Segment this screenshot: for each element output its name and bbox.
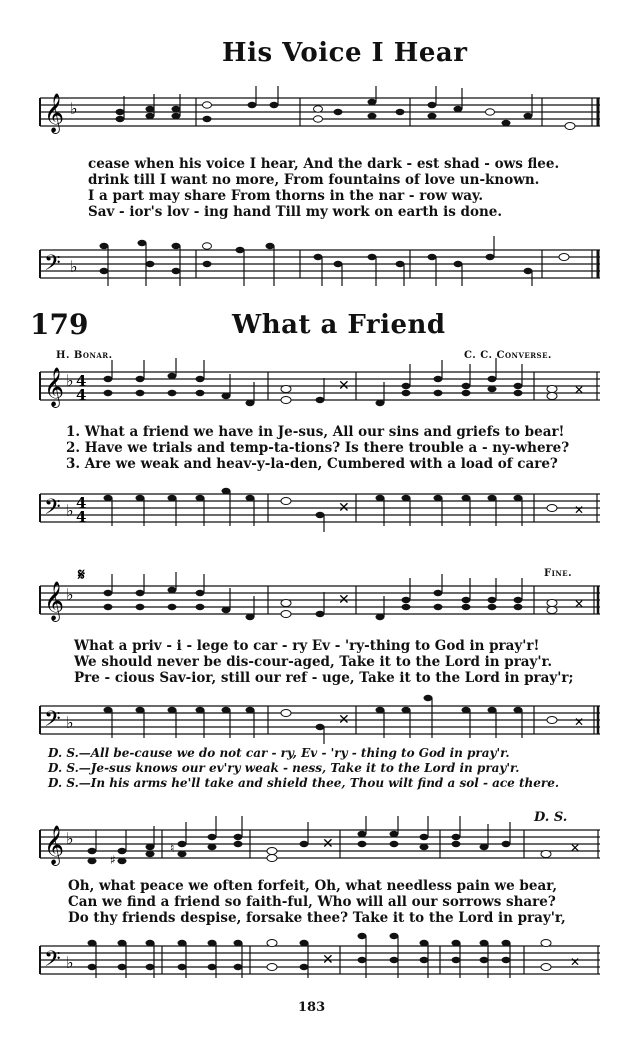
page-number: 183 (298, 1000, 326, 1015)
svg-text:♭: ♭ (70, 99, 78, 118)
svg-text:♯: ♯ (110, 853, 116, 867)
hymn1-lyric-line: I a part may share From thorns in the nar - row way. (88, 188, 484, 204)
svg-text:♭: ♭ (70, 257, 78, 276)
treble-clef-icon: 𝄞 (44, 93, 65, 133)
hymn1-bass-staff (0, 236, 640, 296)
svg-text:♮: ♮ (170, 841, 175, 855)
verse-line: What a priv - i - lege to car - ry Ev - 'ry-thing to God in pray'r! (74, 638, 540, 654)
svg-text:✕: ✕ (570, 955, 581, 969)
svg-text:✕: ✕ (570, 841, 581, 855)
ds-lyrics (48, 746, 559, 791)
ds-line: D. S.—In his arms he'll take and shield thee, Thou wilt find a sol - ace there. (48, 776, 560, 790)
composer-credit: C. C. Converse. (464, 350, 552, 361)
hymn1-treble-staff (0, 92, 640, 142)
svg-text:✕: ✕ (338, 378, 350, 394)
svg-text:4: 4 (76, 508, 87, 526)
bass-clef-icon: 𝄢 (44, 707, 61, 737)
system1-lyrics (66, 424, 569, 472)
treble-clef-icon: 𝄞 (44, 367, 65, 407)
author-credit: H. Bonar. (56, 350, 113, 361)
verse-line: 2. Have we trials and temp-ta-tions? Is there trouble a - ny-where? (66, 440, 570, 456)
bass-clef-icon: 𝄢 (44, 947, 61, 977)
system2-lyrics (74, 638, 574, 686)
verse-line: Pre - cious Sav-ior, still our ref - uge, Take it to the Lord in pray'r; (74, 670, 574, 686)
hymn1-lyrics (88, 156, 559, 220)
svg-text:4: 4 (76, 386, 87, 404)
ds-line: D. S.—All be-cause we do not car - ry, Ev - 'ry - thing to God in pray'r. (48, 746, 510, 760)
svg-text:✕: ✕ (338, 592, 350, 608)
svg-text:✕: ✕ (574, 715, 585, 729)
svg-text:✕: ✕ (574, 597, 585, 611)
hymn2-title: What a Friend (232, 310, 446, 340)
verse-line: 1. What a friend we have in Je-sus, All our sins and griefs to bear! (66, 424, 565, 440)
segno-icon: 𝄋 (78, 565, 85, 584)
verse-line: Oh, what peace we often forfeit, Oh, what needless pain we bear, (68, 878, 558, 894)
svg-text:♭: ♭ (66, 829, 74, 848)
system3-treble-staff (0, 822, 640, 872)
svg-text:✕: ✕ (322, 836, 334, 852)
svg-text:✕: ✕ (574, 383, 585, 397)
svg-text:✕: ✕ (574, 503, 585, 517)
verse-line: Do thy friends despise, forsake thee? Take it to the Lord in pray'r, (68, 910, 566, 926)
treble-clef-icon: 𝄞 (44, 581, 65, 621)
verse-line: Can we find a friend so faith-ful, Who will all our sorrows share? (68, 894, 556, 910)
verse-line: 3. Are we weak and heav-y-la-den, Cumbered with a load of care? (66, 456, 558, 472)
svg-text:♭: ♭ (66, 585, 74, 604)
hymn1-lyric-line: cease when his voice I hear, And the dark - est shad - ows flee. (88, 156, 560, 172)
verse-line: We should never be dis-cour-aged, Take it to the Lord in pray'r. (74, 654, 553, 670)
system3-bass-staff (0, 940, 640, 990)
svg-text:✕: ✕ (338, 712, 350, 728)
hymn1-lyric-line: drink till I want no more, From fountains of love un-known. (88, 172, 540, 188)
hymn-number: 179 (30, 308, 89, 341)
system1-bass-staff (0, 488, 640, 538)
system1-treble-staff (0, 364, 640, 414)
bass-clef-icon: 𝄢 (44, 495, 61, 525)
hymn1-lyric-line: Sav - ior's lov - ing hand Till my work on earth is done. (88, 204, 503, 220)
svg-text:♭: ♭ (66, 713, 74, 732)
fine-marking: Fine. (544, 568, 573, 579)
svg-text:4: 4 (76, 372, 87, 390)
bass-clef-icon: 𝄢 (44, 251, 61, 281)
system2-bass-staff (0, 700, 640, 750)
svg-text:✕: ✕ (338, 500, 350, 516)
hymn1-title: His Voice I Hear (222, 38, 468, 68)
svg-text:♭: ♭ (66, 371, 74, 390)
svg-text:4: 4 (76, 494, 87, 512)
svg-text:✕: ✕ (322, 952, 334, 968)
svg-text:♭: ♭ (66, 501, 74, 520)
svg-text:♭: ♭ (66, 953, 74, 972)
ds-marking: D. S. (534, 810, 568, 825)
system3-lyrics (68, 878, 566, 926)
ds-line: D. S.—Je-sus knows our ev'ry weak - ness, Take it to the Lord in pray'r. (48, 761, 520, 775)
treble-clef-icon: 𝄞 (44, 825, 65, 865)
